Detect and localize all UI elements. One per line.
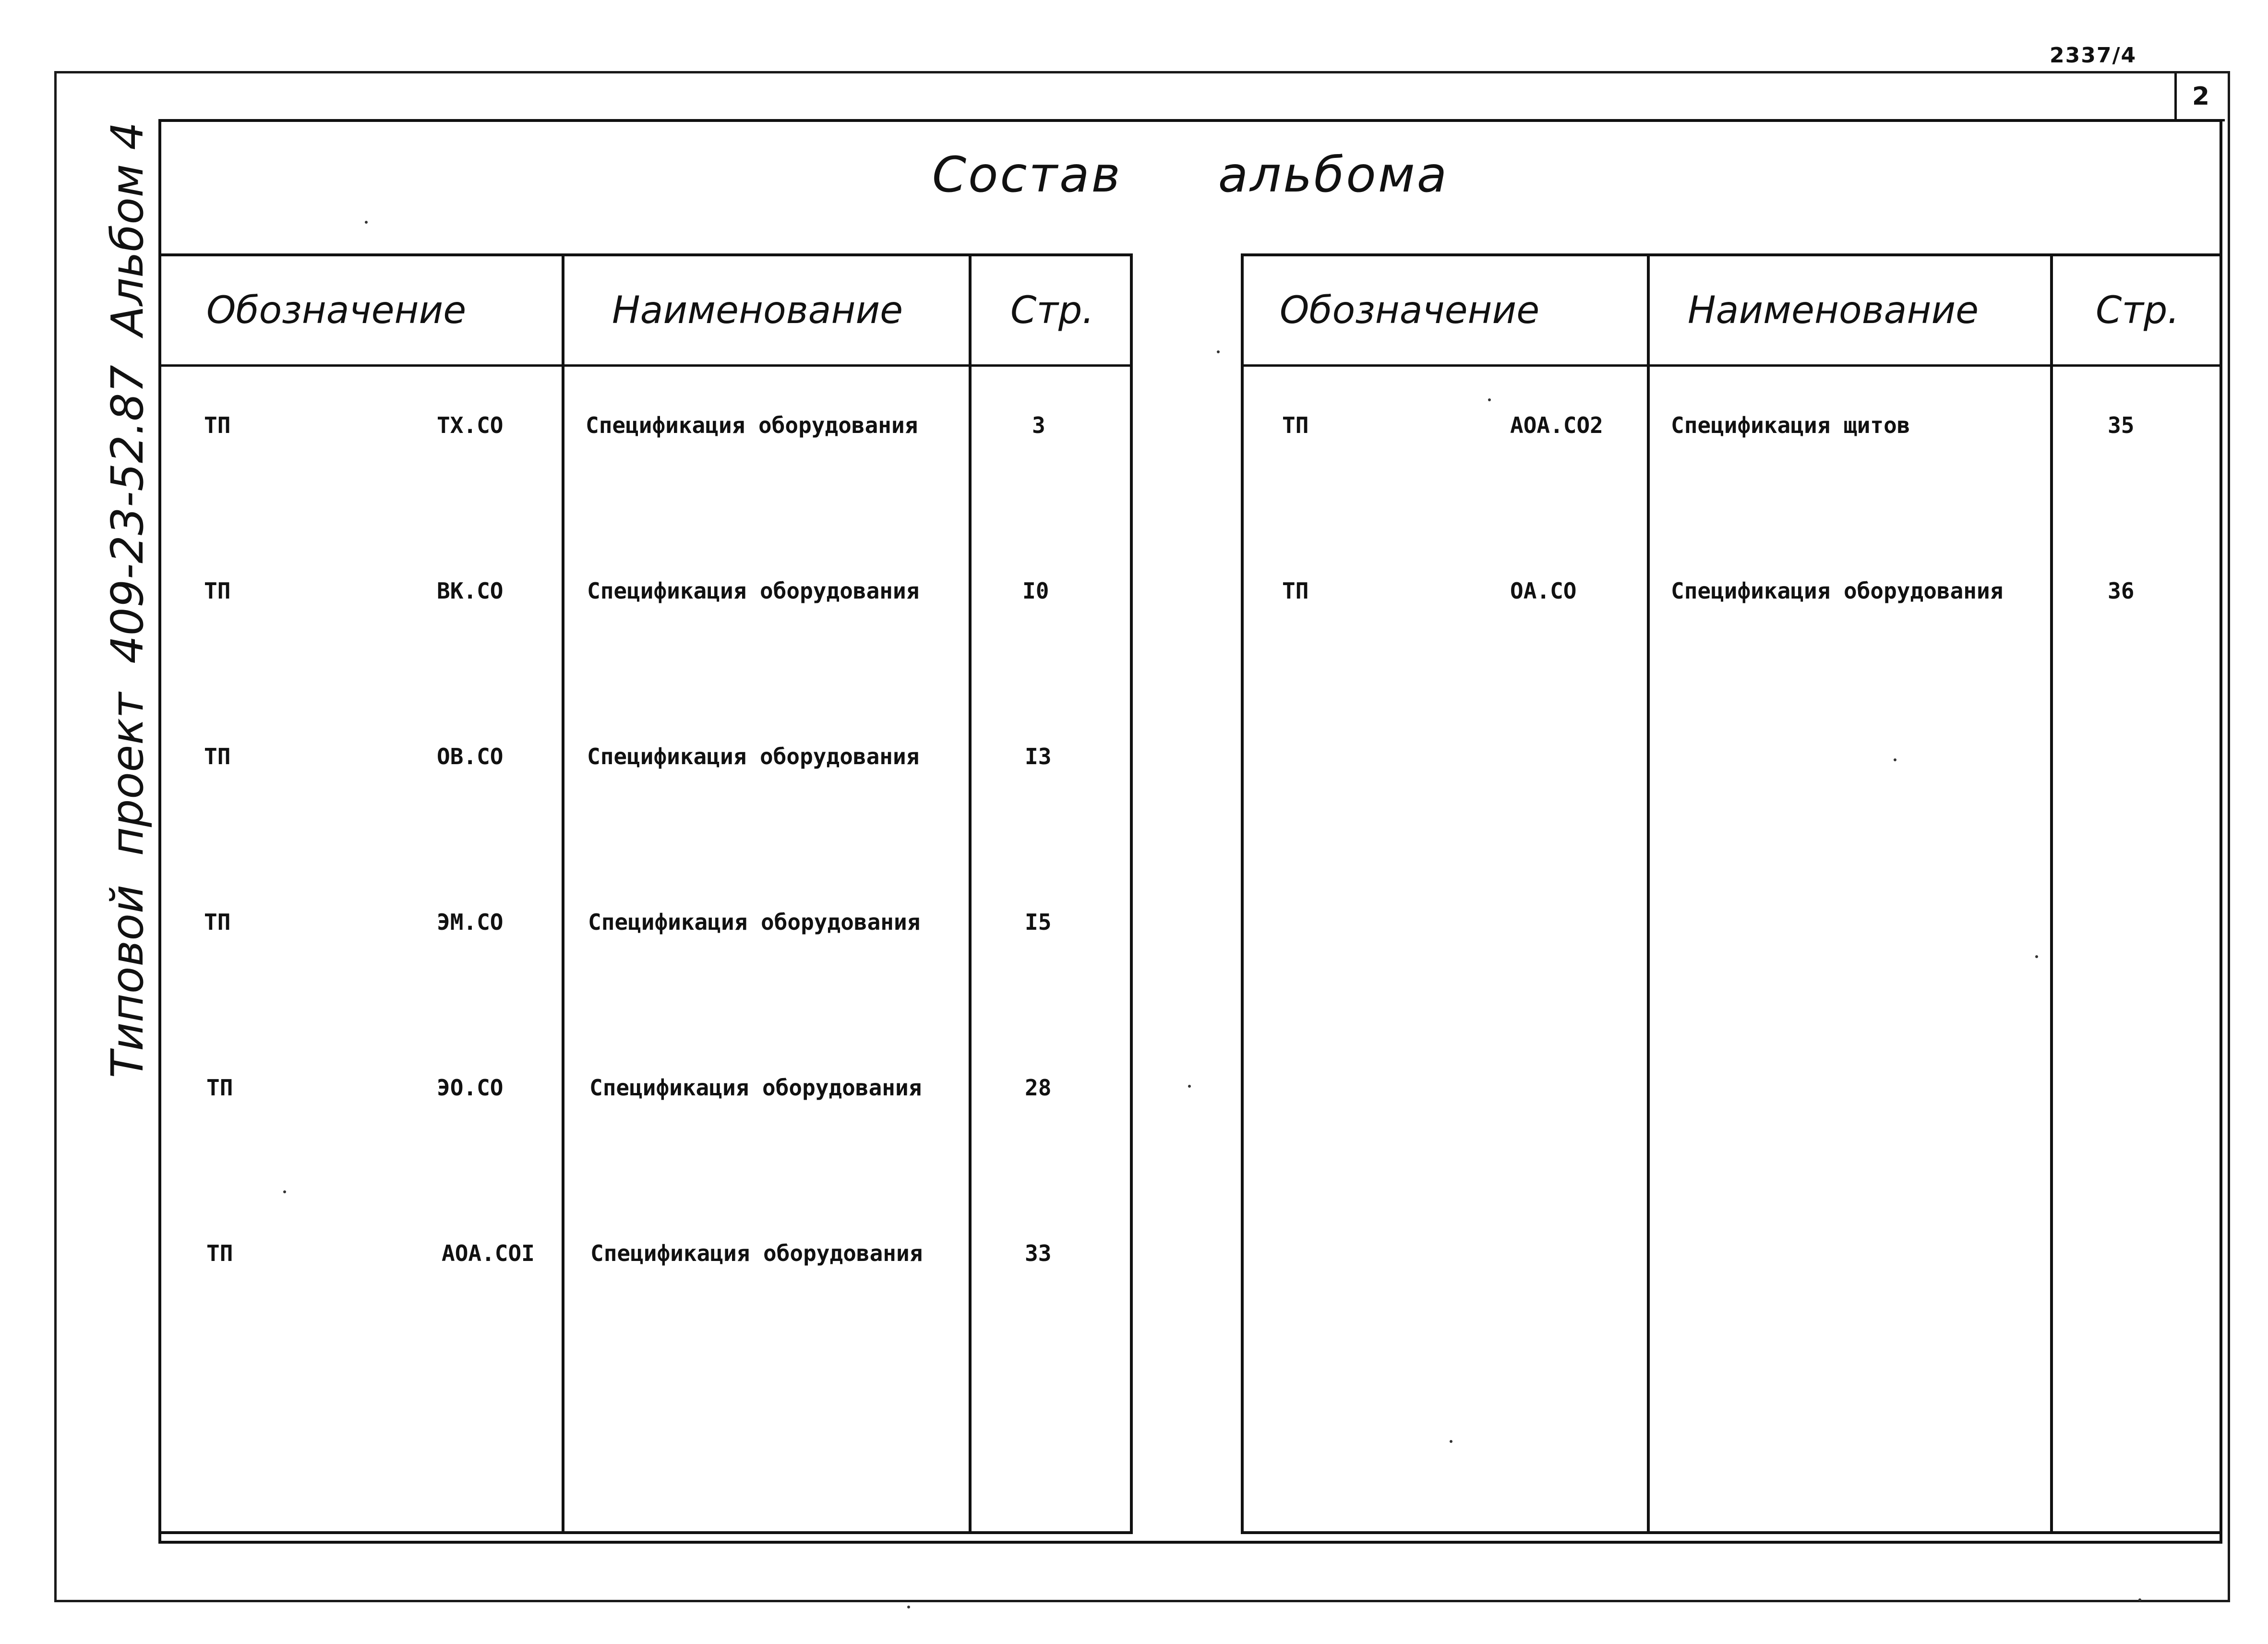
row-page: 33: [1025, 1240, 1052, 1266]
column-header-designation: Обозначение: [206, 288, 467, 332]
row-prefix: ТП: [206, 1240, 233, 1266]
page-title: [158, 146, 2222, 209]
side-title-part2: проект: [101, 692, 153, 856]
scan-speck: [907, 1606, 910, 1608]
side-title-part3: 409-23-52.87: [101, 365, 153, 664]
row-name: Спецификация оборудования: [587, 578, 920, 604]
row-name: Спецификация оборудования: [587, 744, 920, 769]
scan-speck: [1450, 1440, 1452, 1443]
row-code: ОВ.СО: [437, 744, 504, 769]
row-prefix: ТП: [204, 412, 231, 438]
scan-speck: [365, 221, 368, 224]
scan-speck: [1488, 398, 1491, 401]
scan-speck: [1188, 1085, 1191, 1088]
title-word2: альбома: [1218, 146, 1449, 204]
scan-speck: [2138, 1598, 2141, 1601]
table-row: [158, 412, 1130, 451]
right-table: [1241, 253, 2222, 1534]
left-table: [158, 253, 1133, 1534]
scan-speck: [1894, 758, 1896, 761]
row-name: Спецификация оборудования: [589, 1075, 922, 1101]
scan-speck: [283, 1190, 286, 1193]
row-page: I3: [1025, 744, 1052, 769]
column-header-designation: Обозначение: [1280, 288, 1540, 332]
column-header-page: Стр.: [1010, 288, 1094, 332]
row-code: ОА.СО: [1510, 578, 1577, 604]
row-prefix: ТП: [204, 744, 231, 769]
table-row: [158, 1240, 1130, 1279]
row-prefix: ТП: [1282, 578, 1309, 604]
row-code: АОА.СО2: [1510, 412, 1603, 438]
header-divider: [158, 364, 1130, 367]
sheet-number: 2: [2174, 73, 2225, 121]
row-page: 36: [2108, 578, 2135, 604]
row-code: ЭО.СО: [437, 1075, 504, 1101]
row-code: ТХ.СО: [437, 412, 504, 438]
row-code: АОА.СОI: [442, 1240, 535, 1266]
side-title-part4: Альбом 4: [101, 122, 153, 336]
row-page: I5: [1025, 909, 1052, 935]
table-row: [1244, 412, 2222, 451]
column-header-name: Наименование: [1688, 288, 1979, 332]
row-prefix: ТП: [204, 909, 231, 935]
table-row: [158, 744, 1130, 782]
column-header-page: Стр.: [2096, 288, 2180, 332]
row-prefix: ТП: [1282, 412, 1309, 438]
row-page: 3: [1032, 412, 1045, 438]
document-number: 2337/4: [2050, 43, 2137, 68]
scan-speck: [1217, 350, 1220, 353]
table-row: [158, 1075, 1130, 1113]
row-prefix: ТП: [204, 578, 231, 604]
header-divider: [1244, 364, 2222, 367]
side-title: [101, 122, 154, 1078]
row-name: Спецификация оборудования: [588, 909, 921, 935]
row-name: Спецификация щитов: [1671, 412, 1910, 438]
table-row: [158, 909, 1130, 948]
row-page: I0: [1022, 578, 1049, 604]
scan-speck: [2035, 955, 2038, 958]
table-row: [1244, 578, 2222, 616]
row-code: ЭМ.СО: [437, 909, 504, 935]
table-row: [158, 578, 1130, 616]
row-page: 35: [2108, 412, 2135, 438]
column-header-name: Наименование: [612, 288, 903, 332]
title-word1: Состав: [932, 146, 1122, 204]
row-prefix: ТП: [206, 1075, 233, 1101]
row-code: ВК.СО: [437, 578, 504, 604]
row-name: Спецификация оборудования: [586, 412, 918, 438]
side-title-part1: Типовой: [101, 885, 153, 1078]
row-name: Спецификация оборудования: [590, 1240, 923, 1266]
row-page: 28: [1025, 1075, 1052, 1101]
row-name: Спецификация оборудования: [1671, 578, 2004, 604]
